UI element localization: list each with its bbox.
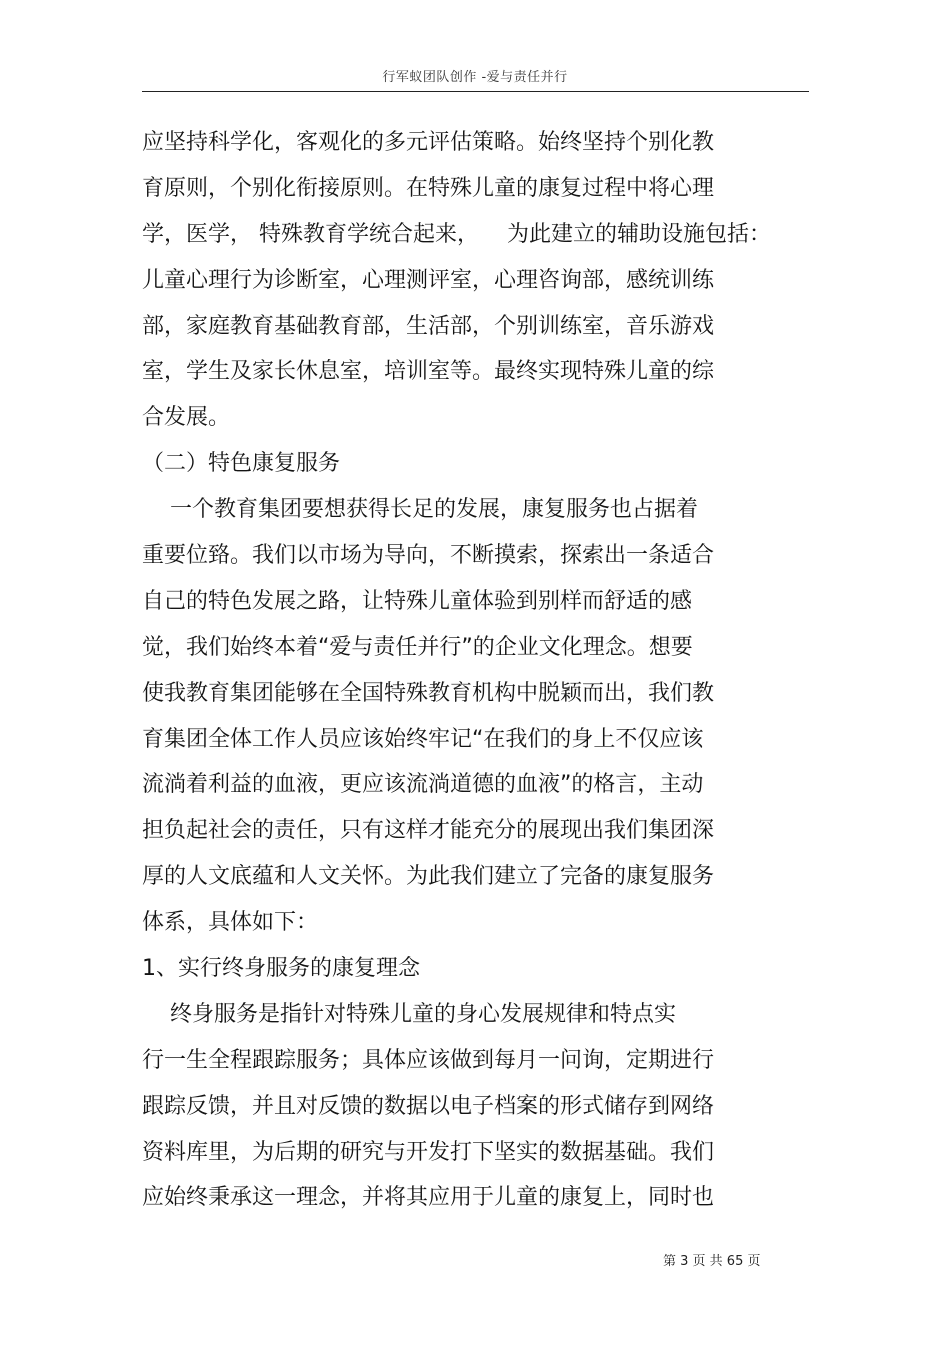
text-line: 跟踪反馈，并且对反馈的数据以电子档案的形式储存到网络	[142, 1093, 715, 1119]
text-line: 室，学生及家长休息室，培训室等。最终实现特殊儿童的综	[142, 359, 715, 385]
text-line: 一个教育集团要想获得长足的发展，康复服务也占据着	[142, 497, 698, 523]
text-line: 儿童心理行为诊断室，心理测评室，心理咨询部，感统训练	[142, 267, 715, 293]
text-line: 合发展。	[142, 405, 231, 431]
page-number-footer: 第 3 页 共 65 页	[663, 1254, 761, 1269]
text-line: 行一生全程跟踪服务；具体应该做到每月一问询，定期进行	[142, 1047, 715, 1073]
subsection-heading: 1、实行终身服务的康复理念	[142, 956, 420, 982]
text-line: 应始终秉承这一理念，并将其应用于儿童的康复上，同时也	[142, 1185, 715, 1211]
text-line: 担负起社会的责任，只有这样才能充分的展现出我们集团深	[142, 818, 715, 844]
text-line: 重要位臵。我们以市场为导向，不断摸索，探索出一条适合	[142, 543, 715, 569]
text-line: 体系，具体如下：	[142, 910, 319, 936]
text-line: 部，家庭教育基础教育部，生活部，个别训练室，音乐游戏	[142, 313, 715, 339]
text-line: 学，医学， 特殊教育学统合起来， 为此建立的辅助设施包括：	[142, 221, 771, 247]
text-line: 育原则，个别化衔接原则。在特殊儿童的康复过程中将心理	[142, 175, 715, 201]
text-line: 终身服务是指针对特殊儿童的身心发展规律和特点实	[142, 1001, 676, 1027]
text-line: 使我教育集团能够在全国特殊教育机构中脱颖而出，我们教	[142, 680, 715, 706]
text-line: 自己的特色发展之路，让特殊儿童体验到别样而舒适的感	[142, 588, 693, 614]
text-line: 应坚持科学化，客观化的多元评估策略。始终坚持个别化教	[142, 130, 715, 155]
section-heading: （二）特色康复服务	[142, 451, 341, 477]
text-line: 厚的人文底蕴和人文关怀。为此我们建立了完备的康复服务	[142, 864, 715, 890]
text-line: 觉，我们始终本着“爱与责任并行”的企业文化理念。想要	[142, 634, 693, 660]
text-line: 育集团全体工作人员应该始终牢记“在我们的身上不仅应该	[142, 726, 704, 752]
document-body	[142, 120, 782, 1221]
header-rule	[142, 91, 809, 92]
page-header: 行军蚁团队创作 -爱与责任并行	[382, 70, 568, 85]
text-line: 资料库里，为后期的研究与开发打下坚实的数据基础。我们	[142, 1139, 715, 1165]
text-line: 流淌着利益的血液，更应该流淌道德的血液”的格言，主动	[142, 772, 704, 798]
